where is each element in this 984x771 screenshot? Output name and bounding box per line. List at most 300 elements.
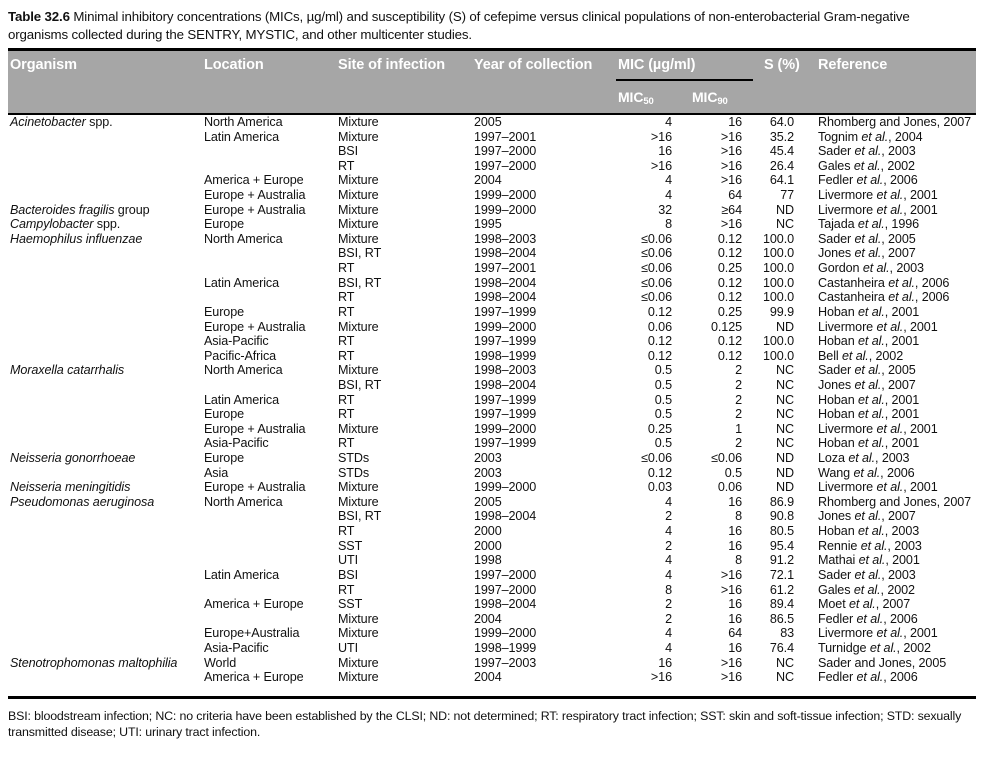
cell-site-of-infection: UTI	[338, 640, 358, 655]
cell-location: Asia-Pacific	[204, 640, 269, 655]
reference-etal: et al.	[854, 377, 882, 392]
table-row	[8, 656, 976, 671]
cell-location: Latin America	[204, 129, 280, 144]
table-row	[8, 393, 976, 408]
cell-mic50: ≤0.06	[641, 261, 672, 276]
mic50-subscript: 50	[643, 96, 654, 107]
cell-mic50: 0.5	[654, 436, 672, 451]
cell-s-percent: NC	[776, 407, 794, 422]
cell-reference	[818, 466, 915, 481]
column-header-s-percent: S (%)	[764, 56, 800, 73]
cell-mic90: 0.25	[717, 304, 742, 319]
organism-suffix: spp.	[85, 115, 113, 129]
cell-mic50: 8	[665, 582, 672, 597]
table-row	[8, 320, 976, 335]
cell-reference	[818, 115, 971, 130]
cell-organism	[10, 656, 177, 671]
reference-etal: et al.	[869, 640, 897, 655]
cell-reference	[818, 217, 919, 232]
cell-s-percent: 100.0	[762, 231, 794, 246]
cell-reference	[818, 670, 918, 685]
reference-etal: et al.	[858, 553, 886, 568]
cell-mic90: 16	[728, 538, 742, 553]
cell-location: America + Europe	[204, 173, 304, 188]
cell-mic50: 0.5	[654, 377, 672, 392]
cell-mic50: 0.12	[647, 304, 672, 319]
cell-location: North America	[204, 115, 283, 129]
reference-etal: et al.	[860, 538, 888, 553]
reference-etal: et al.	[861, 129, 889, 144]
cell-site-of-infection: Mixture	[338, 626, 379, 641]
table-row	[8, 509, 976, 524]
table-row	[8, 495, 976, 510]
cell-reference	[818, 203, 938, 218]
cell-reference	[818, 480, 938, 495]
cell-site-of-infection: Mixture	[338, 188, 379, 203]
reference-author: Gales	[818, 582, 854, 597]
table-body	[8, 115, 976, 696]
table-caption-text: Minimal inhibitory concentrations (MICs, µg/ml) and susceptibility (S) of cefepime versus clinical populations of non-enterobacterial Gram-negative organisms collected during the SENTRY, MYSTIC, and other multicenter studies.	[8, 9, 910, 42]
reference-author: Rhomberg and Jones	[818, 115, 937, 129]
reference-year: , 2001	[903, 188, 938, 203]
table-row	[8, 539, 976, 554]
mic90-subscript: 90	[717, 96, 728, 107]
reference-year: , 2003	[884, 524, 920, 539]
reference-year: , 2001	[903, 421, 938, 436]
cell-s-percent: NC	[776, 377, 794, 392]
organism-name: Acinetobacter	[10, 115, 86, 129]
cell-mic50: 16	[658, 144, 672, 159]
cell-year-of-collection: 1999–2000	[474, 421, 537, 436]
cell-s-percent: 77	[780, 188, 794, 203]
organism-suffix: spp.	[93, 217, 121, 232]
cell-s-percent: NC	[776, 217, 794, 232]
column-header-year-of-collection: Year of collection	[474, 56, 593, 73]
reference-etal: et al.	[854, 567, 882, 582]
table-row	[8, 261, 976, 276]
cell-reference	[818, 393, 919, 408]
cell-year-of-collection: 2004	[474, 173, 502, 188]
cell-organism	[10, 115, 113, 130]
organism-name: Stenotrophomonas maltophilia	[10, 655, 178, 670]
cell-mic50: 0.25	[647, 421, 672, 436]
cell-site-of-infection: RT	[338, 436, 355, 451]
cell-mic90: >16	[720, 670, 742, 685]
table-row	[8, 436, 976, 451]
cell-site-of-infection: STDs	[338, 465, 370, 480]
cell-mic50: 0.06	[647, 319, 672, 334]
cell-mic90: 0.12	[717, 275, 742, 290]
cell-mic90: 16	[728, 494, 742, 509]
cell-s-percent: NC	[776, 670, 794, 685]
table-row	[8, 466, 976, 481]
cell-reference	[818, 290, 949, 305]
reference-year: , 2006	[883, 611, 918, 626]
cell-mic50: 0.5	[654, 407, 672, 422]
cell-year-of-collection: 1997–2001	[474, 129, 537, 144]
table-row	[8, 159, 976, 174]
cell-mic90: 16	[728, 611, 742, 626]
cell-mic50: 0.5	[654, 363, 672, 378]
table-row	[8, 188, 976, 203]
cell-site-of-infection: RT	[338, 261, 355, 276]
reference-year: , 2001	[903, 626, 938, 641]
cell-site-of-infection: Mixture	[338, 480, 379, 495]
reference-year: , 2001	[884, 392, 920, 407]
reference-etal: et al.	[849, 597, 876, 612]
cell-mic90: >16	[720, 158, 742, 173]
cell-reference	[818, 334, 919, 349]
cell-s-percent: 76.4	[769, 640, 794, 655]
cell-site-of-infection: SST	[338, 597, 363, 612]
reference-year: , 2007	[881, 246, 916, 261]
reference-etal: et al.	[858, 407, 885, 422]
reference-year: , 2003	[875, 451, 910, 466]
reference-etal: et al.	[876, 421, 904, 436]
cell-year-of-collection: 1997–2000	[474, 158, 537, 173]
cell-s-percent: 99.9	[769, 304, 794, 319]
table-row	[8, 203, 976, 218]
organism-name: Bacteroides fragilis	[10, 202, 115, 217]
cell-mic50: 0.12	[647, 348, 672, 363]
reference-author: Hoban	[818, 334, 859, 349]
cell-site-of-infection: BSI	[338, 567, 358, 582]
cell-mic50: 0.5	[654, 392, 672, 407]
cell-location: Europe	[204, 217, 245, 232]
cell-mic90: 64	[728, 626, 742, 641]
cell-organism	[10, 451, 135, 466]
cell-year-of-collection: 1997–2000	[474, 567, 537, 582]
cell-s-percent: 64.1	[769, 173, 794, 188]
cell-reference	[818, 320, 938, 335]
reference-etal: et al.	[854, 509, 882, 524]
reference-year: , 2003	[881, 144, 916, 159]
reference-year: , 2002	[880, 582, 915, 597]
table-row	[8, 583, 976, 598]
table-row	[8, 422, 976, 437]
cell-s-percent: NC	[776, 392, 794, 407]
cell-mic50: 0.12	[647, 334, 672, 349]
cell-organism	[10, 495, 154, 510]
cell-year-of-collection: 1997–2000	[474, 582, 537, 597]
cell-mic50: 0.12	[647, 465, 672, 480]
reference-etal: et al.	[888, 275, 915, 290]
cell-year-of-collection: 2005	[474, 494, 502, 509]
cell-site-of-infection: RT	[338, 392, 355, 407]
cell-mic90: 0.12	[717, 290, 742, 305]
reference-year: , 2001	[903, 480, 938, 495]
cell-site-of-infection: BSI, RT	[338, 509, 382, 524]
cell-mic50: 0.03	[647, 480, 672, 495]
reference-year: , 2006	[880, 465, 915, 480]
cell-s-percent: 35.2	[769, 129, 794, 144]
table-row	[8, 115, 976, 130]
cell-year-of-collection: 1997–1999	[474, 407, 537, 422]
cell-reference	[818, 509, 916, 524]
reference-author: Livermore	[818, 188, 877, 203]
cell-s-percent: 100.0	[762, 275, 794, 290]
reference-etal: et al.	[876, 626, 904, 641]
reference-etal: et al.	[854, 363, 882, 378]
reference-year: , 2007	[936, 115, 972, 129]
cell-year-of-collection: 1998–2004	[474, 597, 537, 612]
table-header-row	[8, 51, 976, 113]
cell-reference	[818, 568, 916, 583]
cell-year-of-collection: 1998	[474, 553, 502, 568]
cell-mic90: 16	[728, 524, 742, 539]
cell-site-of-infection: UTI	[338, 553, 358, 568]
cell-location: North America	[204, 231, 283, 246]
reference-author: Livermore	[818, 421, 877, 436]
table-row	[8, 232, 976, 247]
organism-name: Moraxella catarrhalis	[10, 363, 125, 378]
reference-year: , 2003	[887, 538, 922, 553]
cell-s-percent: 45.4	[769, 144, 794, 159]
reference-author: Gordon	[818, 261, 863, 276]
table-row	[8, 144, 976, 159]
cell-year-of-collection: 1997–1999	[474, 392, 537, 407]
reference-year: , 2001	[885, 553, 920, 568]
cell-reference	[818, 144, 916, 159]
cell-year-of-collection: 1997–1999	[474, 304, 537, 319]
cell-reference	[818, 524, 919, 539]
cell-organism	[10, 363, 124, 378]
cell-s-percent: 61.2	[769, 582, 794, 597]
cell-year-of-collection: 1997–1999	[474, 334, 537, 349]
reference-author: Sader	[818, 144, 855, 159]
cell-reference	[818, 305, 919, 320]
mic90-text: MIC	[692, 88, 718, 105]
cell-s-percent: ND	[776, 480, 794, 495]
reference-author: Wang	[818, 465, 854, 480]
cell-year-of-collection: 2004	[474, 611, 502, 626]
organism-name: Pseudomonas aeruginosa	[10, 494, 155, 509]
cell-mic90: >16	[720, 217, 742, 232]
reference-etal: et al.	[858, 304, 885, 319]
reference-etal: et al.	[854, 231, 882, 246]
reference-author: Jones	[818, 509, 855, 524]
cell-year-of-collection: 2004	[474, 670, 502, 685]
cell-location: World	[204, 655, 237, 670]
cell-mic50: 4	[665, 626, 672, 641]
cell-reference	[818, 188, 938, 203]
cell-mic90: 8	[735, 509, 742, 524]
cell-year-of-collection: 1998–1999	[474, 348, 537, 363]
reference-author: Hoban	[818, 392, 859, 407]
table-row	[8, 553, 976, 568]
cell-site-of-infection: STDs	[338, 451, 370, 466]
cell-location: Europe+Australia	[204, 626, 300, 641]
cell-year-of-collection: 2000	[474, 524, 502, 539]
cell-mic90: >16	[720, 582, 742, 597]
cell-reference	[818, 276, 949, 291]
cell-location: Latin America	[204, 392, 280, 407]
cell-site-of-infection: BSI, RT	[338, 377, 382, 392]
cell-s-percent: 100.0	[762, 261, 794, 276]
reference-author: Bell	[818, 348, 842, 363]
organism-name: Neisseria gonorrhoeae	[10, 451, 136, 466]
cell-year-of-collection: 1997–2000	[474, 144, 537, 159]
cell-site-of-infection: RT	[338, 582, 355, 597]
cell-mic50: 4	[665, 640, 672, 655]
reference-etal: et al.	[853, 158, 881, 173]
reference-author: Livermore	[818, 202, 877, 217]
cell-mic90: 2	[735, 407, 742, 422]
cell-mic90: ≤0.06	[711, 451, 742, 466]
cell-year-of-collection: 1998–2003	[474, 363, 537, 378]
cell-site-of-infection: RT	[338, 334, 355, 349]
cell-site-of-infection: RT	[338, 348, 355, 363]
reference-etal: et al.	[842, 348, 869, 363]
cell-s-percent: 95.4	[769, 538, 794, 553]
reference-author: Livermore	[818, 480, 877, 495]
cell-mic50: 4	[665, 188, 672, 203]
cell-s-percent: 86.9	[769, 494, 794, 509]
organism-name: Campylobacter	[10, 217, 94, 232]
reference-author: Castanheira	[818, 275, 889, 290]
cell-location: Europe	[204, 407, 245, 422]
cell-s-percent: ND	[776, 465, 794, 480]
table-row	[8, 407, 976, 422]
cell-mic90: 0.06	[717, 480, 742, 495]
cell-mic90: 16	[728, 597, 742, 612]
reference-year: , 2007	[881, 509, 916, 524]
table-row	[8, 276, 976, 291]
cell-mic50: ≤0.06	[641, 290, 672, 305]
reference-year: , 2006	[883, 173, 918, 188]
cell-site-of-infection: Mixture	[338, 363, 379, 378]
cell-s-percent: 100.0	[762, 246, 794, 261]
cell-organism	[10, 203, 150, 218]
cell-mic90: 1	[735, 421, 742, 436]
table-row	[8, 246, 976, 261]
reference-etal: et al.	[857, 217, 885, 232]
reference-author: Sader	[818, 231, 855, 246]
reference-etal: et al.	[848, 451, 876, 466]
cell-location: America + Europe	[204, 597, 304, 612]
cell-reference	[818, 261, 924, 276]
table-row	[8, 305, 976, 320]
cell-year-of-collection: 1998–2004	[474, 275, 537, 290]
cell-year-of-collection: 1998–1999	[474, 640, 537, 655]
cell-location: Europe	[204, 451, 245, 466]
cell-site-of-infection: BSI, RT	[338, 246, 382, 261]
cell-location: Asia-Pacific	[204, 334, 269, 349]
cell-mic90: >16	[720, 129, 742, 144]
cell-mic50: >16	[650, 158, 672, 173]
cell-mic90: 0.5	[724, 465, 742, 480]
cell-mic50: 16	[658, 655, 672, 670]
table-row	[8, 612, 976, 627]
table-row	[8, 641, 976, 656]
reference-author: Castanheira	[818, 290, 889, 305]
cell-location: Europe + Australia	[204, 480, 306, 495]
reference-year: , 2005	[881, 363, 916, 378]
cell-reference	[818, 436, 919, 451]
table-footnote: BSI: bloodstream infection; NC: no criteria have been established by the CLSI; ND: not determined; RT: respiratory tract infection; SST: skin and soft-tissue infection; STD: sexually transmitted disease; UTI: urinary tract infection.	[8, 708, 962, 739]
cell-mic90: >16	[720, 173, 742, 188]
table-row	[8, 173, 976, 188]
cell-reference	[818, 626, 938, 641]
cell-mic90: 16	[728, 115, 742, 129]
cell-mic90: >16	[720, 655, 742, 670]
reference-etal: et al.	[888, 290, 915, 305]
table-row	[8, 378, 976, 393]
column-header-mic-group: MIC (µg/ml)	[618, 56, 696, 73]
cell-location: Pacific-Africa	[204, 348, 277, 363]
reference-etal: et al.	[856, 173, 884, 188]
cell-s-percent: 86.5	[769, 611, 794, 626]
cell-location: America + Europe	[204, 670, 304, 685]
cell-location: Asia	[204, 465, 229, 480]
reference-year: , 2002	[896, 640, 931, 655]
cell-reference	[818, 583, 915, 598]
cell-location: Asia-Pacific	[204, 436, 269, 451]
cell-mic90: 0.12	[717, 246, 742, 261]
cell-mic90: 64	[728, 188, 742, 203]
cell-s-percent: NC	[776, 363, 794, 378]
reference-etal: et al.	[853, 582, 881, 597]
organism-name: Neisseria meningitidis	[10, 480, 131, 495]
cell-year-of-collection: 1999–2000	[474, 480, 537, 495]
reference-year: , 2006	[883, 670, 918, 685]
cell-mic50: 4	[665, 115, 672, 129]
cell-site-of-infection: RT	[338, 304, 355, 319]
reference-year: , 1996	[884, 217, 920, 232]
table-row	[8, 524, 976, 539]
cell-location: Latin America	[204, 567, 280, 582]
cell-site-of-infection: BSI	[338, 144, 358, 159]
reference-author: Turnidge	[818, 640, 870, 655]
reference-author: Hoban	[818, 407, 859, 422]
cell-site-of-infection: Mixture	[338, 421, 379, 436]
cell-mic50: 2	[665, 611, 672, 626]
cell-s-percent: 100.0	[762, 348, 794, 363]
table-row	[8, 130, 976, 145]
cell-mic90: 2	[735, 377, 742, 392]
cell-mic90: >16	[720, 567, 742, 582]
cell-reference	[818, 246, 916, 261]
cell-mic50: >16	[650, 670, 672, 685]
cell-mic90: 0.25	[717, 261, 742, 276]
organism-name: Haemophilus influenzae	[10, 231, 143, 246]
reference-author: Gales	[818, 158, 854, 173]
cell-site-of-infection: Mixture	[338, 611, 379, 626]
reference-year: , 2006	[914, 290, 950, 305]
reference-year: , 2001	[903, 202, 938, 217]
table-row	[8, 363, 976, 378]
reference-year: , 2003	[889, 261, 924, 276]
cell-site-of-infection: Mixture	[338, 115, 379, 129]
table-row	[8, 349, 976, 364]
reference-author: Livermore	[818, 626, 877, 641]
cell-s-percent: 64.0	[769, 115, 794, 129]
cell-site-of-infection: Mixture	[338, 217, 379, 232]
reference-year: , 2001	[884, 436, 920, 451]
cell-mic50: 32	[658, 202, 672, 217]
reference-etal: et al.	[858, 524, 885, 539]
cell-mic90: 0.12	[717, 231, 742, 246]
cell-year-of-collection: 2003	[474, 451, 502, 466]
cell-mic50: 2	[665, 509, 672, 524]
cell-mic90: >16	[720, 144, 742, 159]
table-row	[8, 670, 976, 685]
reference-year: , 2002	[880, 158, 915, 173]
cell-mic50: 2	[665, 597, 672, 612]
mic50-text: MIC	[618, 88, 644, 105]
cell-site-of-infection: SST	[338, 538, 363, 553]
reference-year: , 2007	[936, 494, 972, 509]
